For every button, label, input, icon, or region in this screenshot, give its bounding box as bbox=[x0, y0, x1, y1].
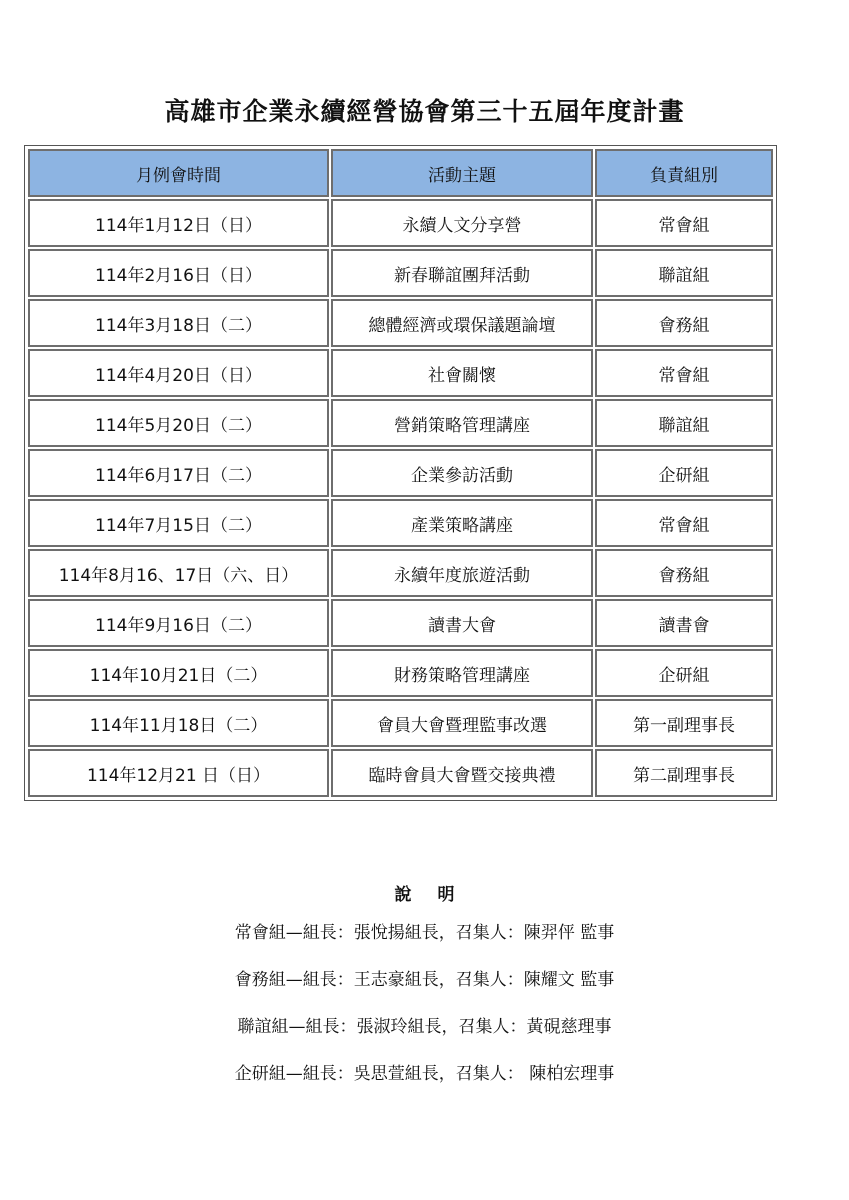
activity-topic-cell: 社會關懷 bbox=[331, 349, 593, 397]
meeting-date-cell: 114年3月18日（二） bbox=[28, 299, 329, 347]
meeting-date-cell: 114年2月16日（日） bbox=[28, 249, 329, 297]
table-row bbox=[28, 499, 773, 547]
responsible-group-cell: 第一副理事長 bbox=[595, 699, 773, 747]
table-header-row bbox=[28, 149, 773, 197]
meeting-date-cell: 114年5月20日（二） bbox=[28, 399, 329, 447]
activity-topic-cell: 臨時會員大會暨交接典禮 bbox=[331, 749, 593, 797]
table-row bbox=[28, 699, 773, 747]
table-row bbox=[28, 749, 773, 797]
table-row bbox=[28, 549, 773, 597]
responsible-group-cell: 會務組 bbox=[595, 299, 773, 347]
notes-section bbox=[0, 880, 849, 1098]
activity-topic-cell: 營銷策略管理講座 bbox=[331, 399, 593, 447]
table-row bbox=[28, 599, 773, 647]
responsible-group-cell: 讀書會 bbox=[595, 599, 773, 647]
responsible-group-cell: 企研組 bbox=[595, 449, 773, 497]
activity-topic-cell: 產業策略講座 bbox=[331, 499, 593, 547]
responsible-group-cell: 聯誼組 bbox=[595, 249, 773, 297]
activity-topic-cell: 讀書大會 bbox=[331, 599, 593, 647]
document-title: 高雄市企業永續經營協會第三十五屆年度計畫 bbox=[164, 97, 685, 126]
responsible-group-cell: 企研組 bbox=[595, 649, 773, 697]
notes-heading: 說 明 bbox=[394, 885, 465, 905]
table-row bbox=[28, 199, 773, 247]
meeting-date-cell: 114年6月17日（二） bbox=[28, 449, 329, 497]
meeting-date-cell: 114年8月16、17日（六、日） bbox=[28, 549, 329, 597]
responsible-group-cell: 常會組 bbox=[595, 349, 773, 397]
meeting-date-cell: 114年4月20日（日） bbox=[28, 349, 329, 397]
table-row bbox=[28, 249, 773, 297]
table-row bbox=[28, 449, 773, 497]
activity-topic-cell: 財務策略管理講座 bbox=[331, 649, 593, 697]
meeting-date-cell: 114年10月21日（二） bbox=[28, 649, 329, 697]
note-line: 聯誼組—組長：張淑玲組長，召集人：黃硯慈理事 bbox=[237, 1017, 612, 1037]
schedule-table bbox=[24, 145, 777, 801]
activity-topic-cell: 永續人文分享營 bbox=[331, 199, 593, 247]
table-row bbox=[28, 299, 773, 347]
table-row bbox=[28, 349, 773, 397]
table-row bbox=[28, 399, 773, 447]
activity-topic-cell: 永續年度旅遊活動 bbox=[331, 549, 593, 597]
activity-topic-cell: 新春聯誼團拜活動 bbox=[331, 249, 593, 297]
meeting-date-cell: 114年9月16日（二） bbox=[28, 599, 329, 647]
activity-topic-cell: 總體經濟或環保議題論壇 bbox=[331, 299, 593, 347]
note-line: 企研組—組長：吳思萱組長，召集人： 陳柏宏理事 bbox=[234, 1064, 615, 1084]
table-row bbox=[28, 649, 773, 697]
meeting-date-cell: 114年11月18日（二） bbox=[28, 699, 329, 747]
activity-topic-cell: 企業參訪活動 bbox=[331, 449, 593, 497]
responsible-group-cell: 第二副理事長 bbox=[595, 749, 773, 797]
meeting-date-cell: 114年7月15日（二） bbox=[28, 499, 329, 547]
note-line: 會務組—組長：王志豪組長，召集人：陳耀文 監事 bbox=[234, 970, 615, 990]
header-activity-topic: 活動主題 bbox=[331, 149, 593, 197]
note-line: 常會組—組長：張悅揚組長，召集人：陳羿伻 監事 bbox=[234, 923, 615, 943]
responsible-group-cell: 常會組 bbox=[595, 499, 773, 547]
responsible-group-cell: 聯誼組 bbox=[595, 399, 773, 447]
responsible-group-cell: 常會組 bbox=[595, 199, 773, 247]
header-responsible-group: 負責組別 bbox=[595, 149, 773, 197]
responsible-group-cell: 會務組 bbox=[595, 549, 773, 597]
header-meeting-time: 月例會時間 bbox=[28, 149, 329, 197]
meeting-date-cell: 114年12月21 日（日） bbox=[28, 749, 329, 797]
meeting-date-cell: 114年1月12日（日） bbox=[28, 199, 329, 247]
activity-topic-cell: 會員大會暨理監事改選 bbox=[331, 699, 593, 747]
